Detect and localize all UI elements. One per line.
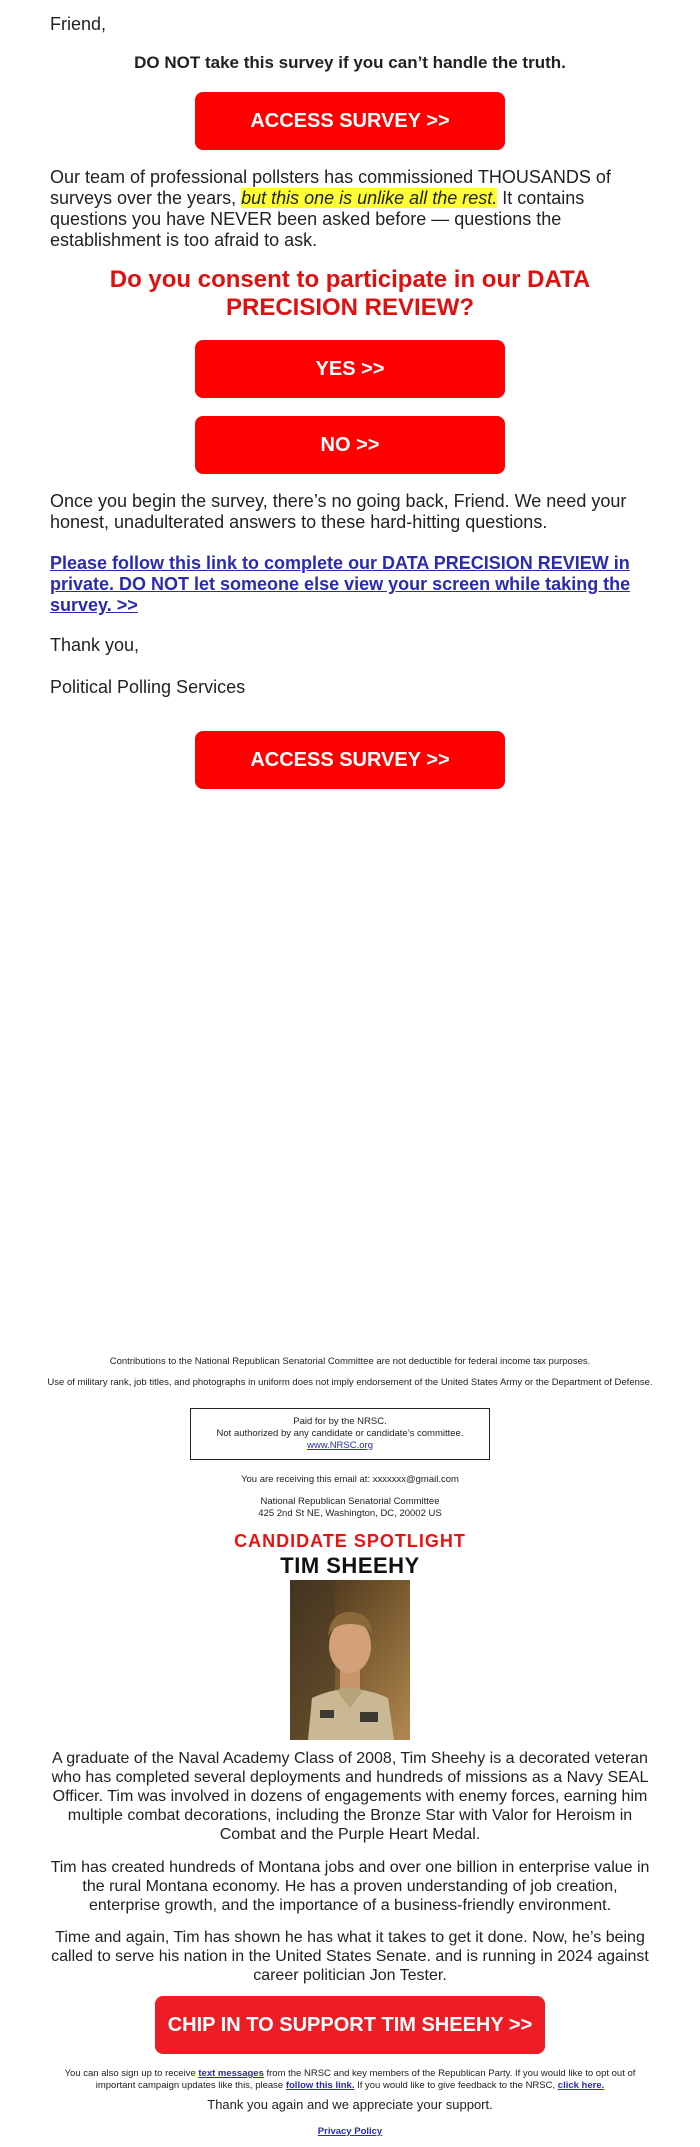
sms-mid2-text: If you would like to give feedback to the NRSC,: [354, 2080, 558, 2091]
consent-headline: Do you consent to participate in our DATA PRECISION REVIEW?: [109, 266, 591, 321]
sms-pre-text: You can also sign up to receive: [64, 2068, 199, 2079]
org-name: National Republican Senatorial Committee: [260, 1496, 440, 1507]
optout-link[interactable]: follow this link.: [285, 2080, 355, 2091]
candidate-bio-3: Time and again, Tim has shown he has what it takes to get it done. Now, he’s being called to serve his nation in the United States Senate. and is running in 2024 against career politician Jon Tester.: [51, 1929, 649, 1984]
intro-part2: It contains questions you have NEVER been asked before — questions the establishment is too afraid to ask.: [50, 188, 585, 250]
nrsc-site-link[interactable]: www.NRSC.org: [307, 1440, 373, 1451]
yes-button[interactable]: YES >>: [195, 340, 505, 398]
signature: Political Polling Services: [50, 677, 246, 697]
warning-rest: take this survey if you can’t handle the truth.: [200, 53, 566, 72]
tax-disclaimer: Contributions to the National Republican Senatorial Committee are not deductible for federal income tax purposes.: [109, 1356, 591, 1367]
no-going-back-paragraph: Once you begin the survey, there’s no going back, Friend. We need your honest, unadulterated answers to these hard-hitting questions.: [50, 491, 627, 532]
text-messages-link[interactable]: text messages: [198, 2068, 264, 2079]
sms-optout-notice: [50, 2068, 650, 2092]
org-address: 425 2nd St NE, Washington, DC, 20002 US: [258, 1508, 442, 1519]
greeting: Friend,: [50, 14, 107, 34]
warning-line: [50, 52, 650, 73]
sms-mid-text: from the NRSC and key members of the Republican Party. If you would like to opt out of important campaign updates like this, please: [95, 2068, 636, 2091]
paid-for-text: Paid for by the NRSC.: [293, 1416, 387, 1427]
intro-paragraph: [50, 167, 650, 251]
paid-for-box: [190, 1408, 490, 1460]
access-survey-button-bottom[interactable]: ACCESS SURVEY >>: [195, 731, 505, 789]
chip-in-button[interactable]: CHIP IN TO SUPPORT TIM SHEEHY >>: [155, 1996, 545, 2054]
candidate-spotlight-title: CANDIDATE SPOTLIGHT: [234, 1531, 466, 1551]
access-survey-button-top[interactable]: ACCESS SURVEY >>: [195, 92, 505, 150]
warning-bold: DO NOT: [134, 53, 201, 72]
follow-survey-link[interactable]: Please follow this link to complete our DATA PRECISION REVIEW in private. DO NOT let someone else view your screen while taking the survey. >>: [50, 553, 631, 615]
receiving-email-notice: You are receiving this email at: xxxxxxx@gmail.com: [241, 1474, 459, 1485]
privacy-line: [0, 2126, 700, 2137]
military-disclaimer: Use of military rank, job titles, and photographs in uniform does not imply endorsement of the United States Army or the Department of Defense.: [47, 1377, 653, 1388]
candidate-photo: [290, 1580, 410, 1740]
intro-highlight: but this one is unlike all the rest.: [241, 188, 498, 208]
candidate-bio-2: Tim has created hundreds of Montana jobs and over one billion in enterprise value in the rural Montana economy. He has a proven understanding of job creation, enterprise growth, and the importance of a business-friendly environment.: [50, 1859, 650, 1914]
candidate-bio-1: A graduate of the Naval Academy Class of 2008, Tim Sheehy is a decorated veteran who has completed several deployments and hundreds of missions as a Navy SEAL Officer. Tim was involved in dozens of engagements with enemy forces, earning him multiple combat decorations, including the Bronze Star with Valor for Heroism in Combat and the Purple Heart Medal.: [51, 1750, 649, 1843]
candidate-name: TIM SHEEHY: [280, 1553, 420, 1578]
feedback-link[interactable]: click here.: [557, 2080, 605, 2091]
privacy-policy-link[interactable]: Privacy Policy: [317, 2126, 383, 2137]
thank-you: Thank you,: [50, 635, 140, 655]
not-authorized-text: Not authorized by any candidate or candidate’s committee.: [216, 1428, 464, 1439]
no-button[interactable]: NO >>: [195, 416, 505, 474]
thanks-again: Thank you again and we appreciate your support.: [207, 2097, 493, 2112]
candidate-portrait-image: [290, 1580, 410, 1740]
intro-part1: Our team of professional pollsters has commissioned THOUSANDS of surveys over the years,: [50, 167, 611, 208]
